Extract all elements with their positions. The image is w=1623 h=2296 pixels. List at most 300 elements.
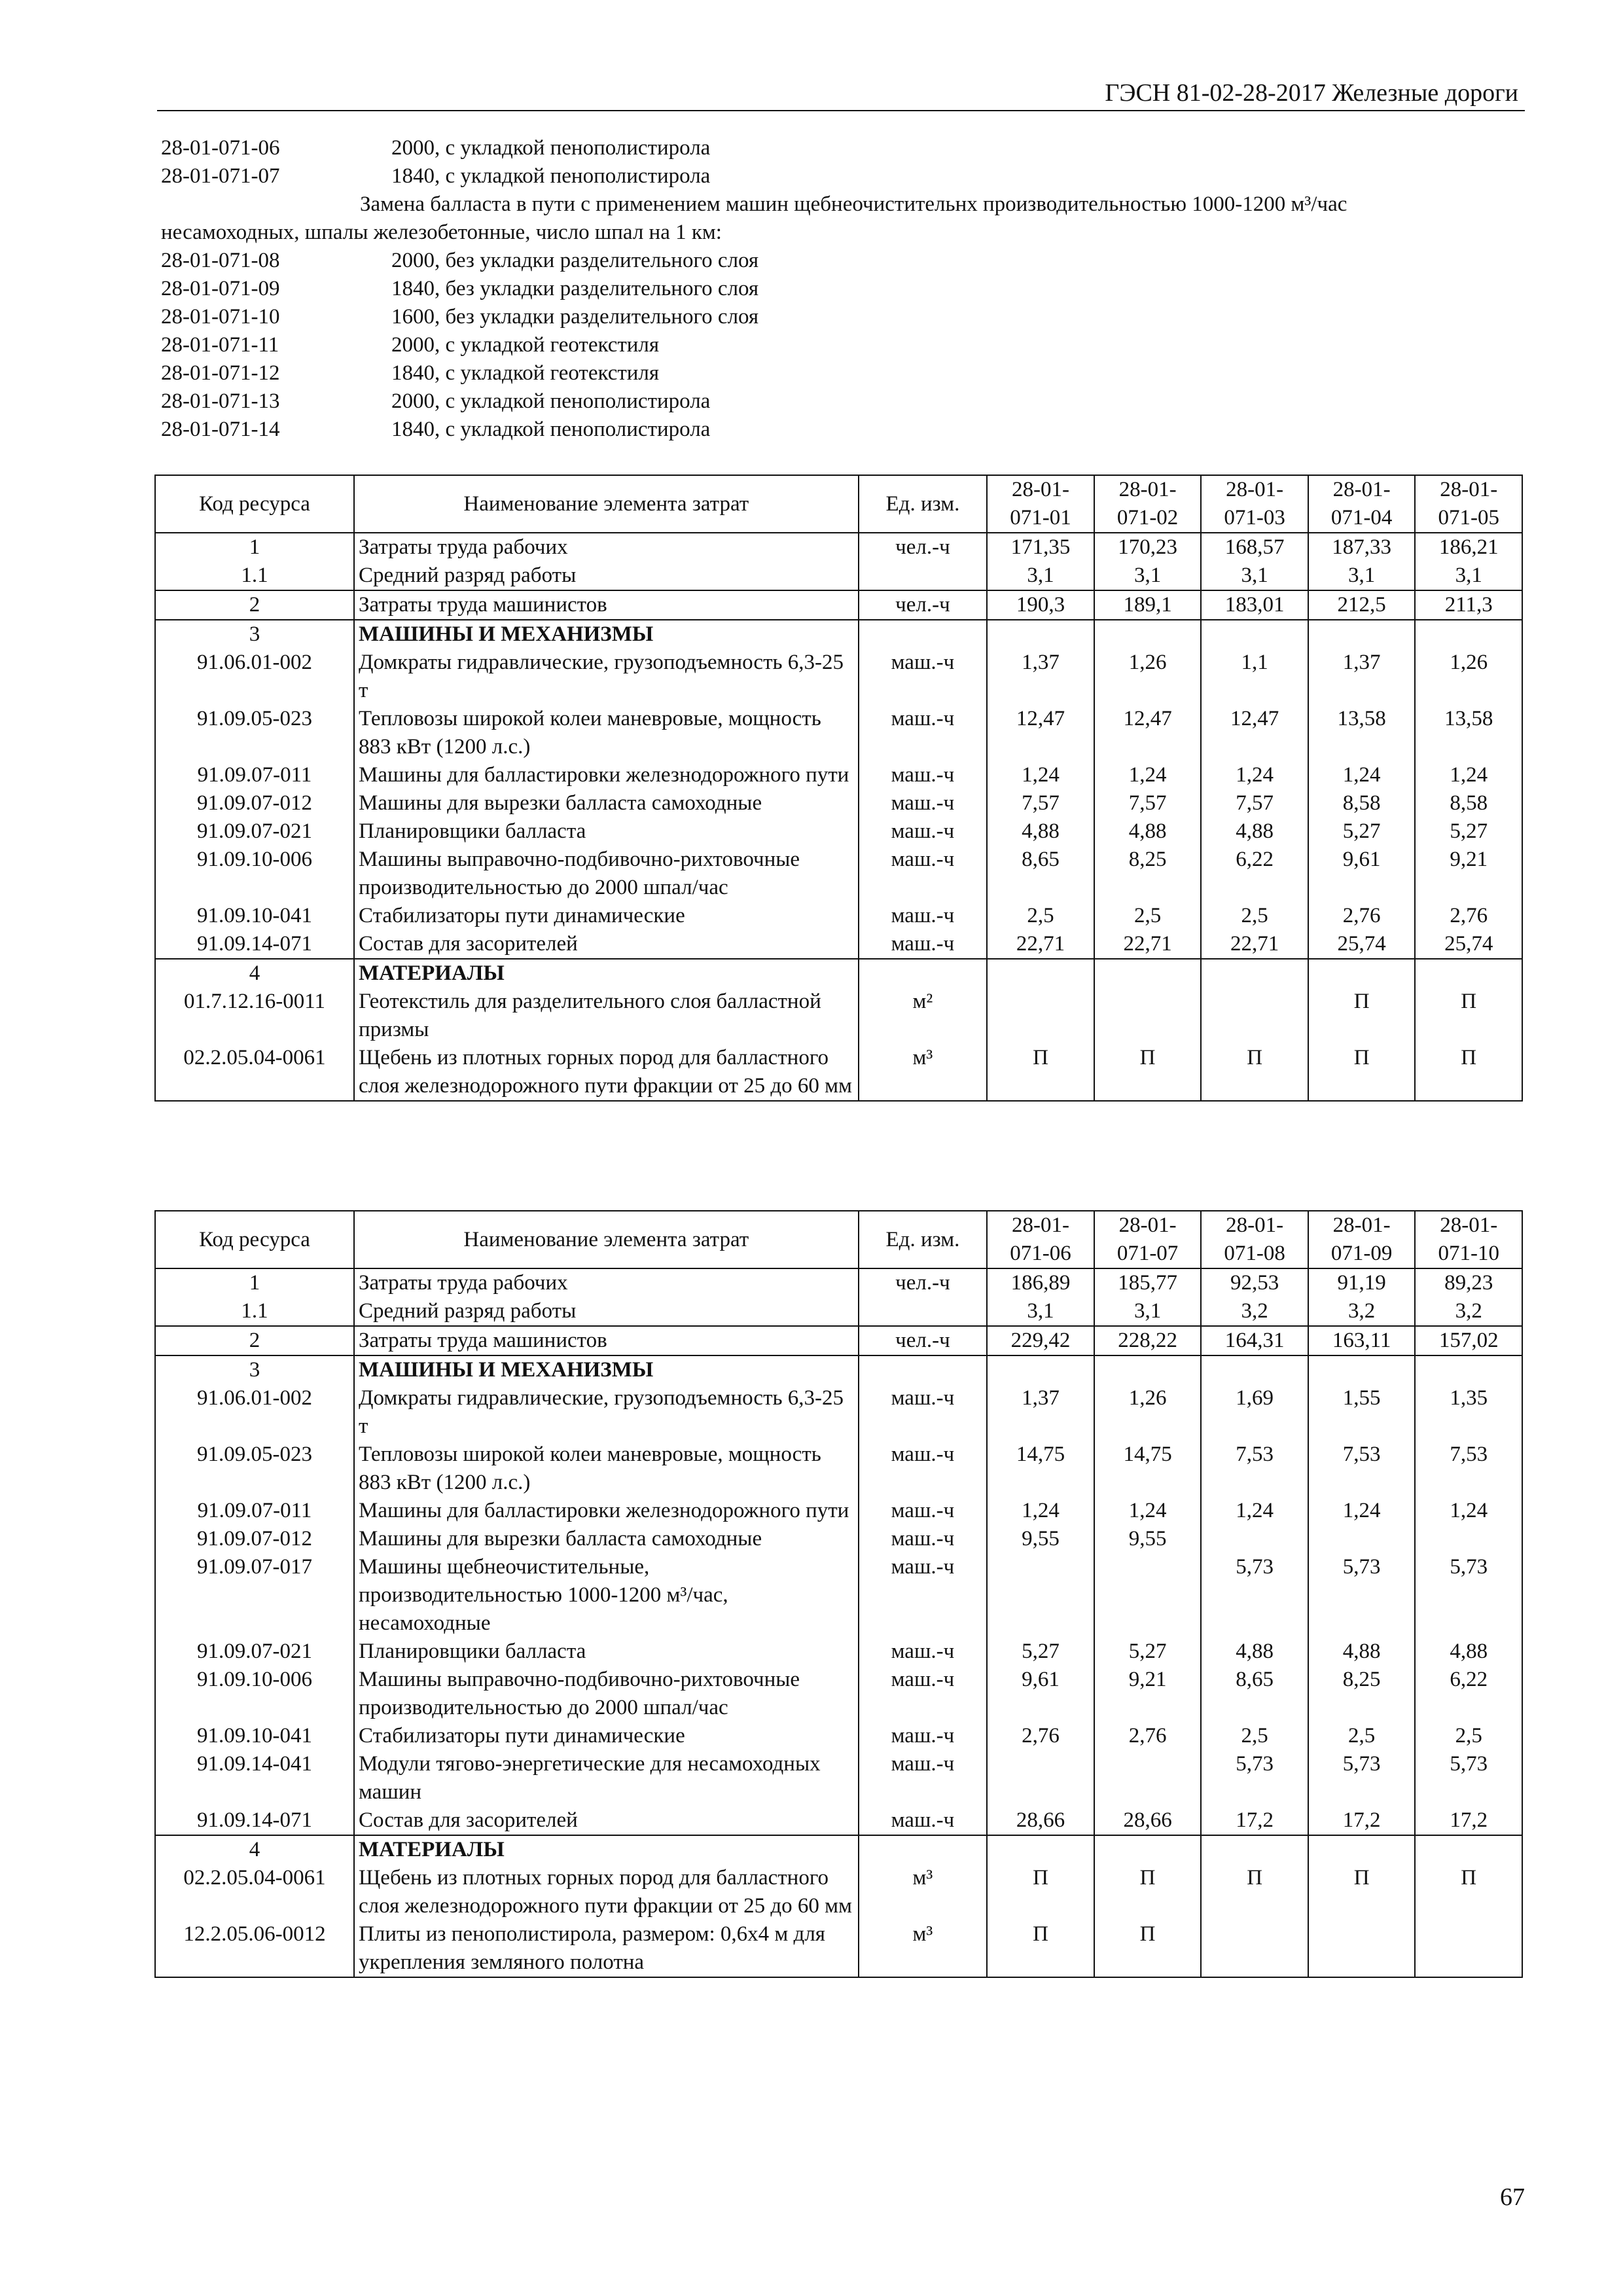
resource-value <box>1094 620 1202 649</box>
table-row <box>155 817 1522 846</box>
resource-code: 02.2.05.04-0061 <box>155 1864 354 1920</box>
resource-value: 229,42 <box>987 1326 1094 1355</box>
resource-code: 91.09.14-071 <box>155 930 354 959</box>
resource-value: 5,27 <box>987 1638 1094 1666</box>
resource-value <box>1201 1920 1308 1977</box>
resource-value: 9,61 <box>1308 846 1416 902</box>
header-norm-part: 071-05 <box>1438 506 1499 529</box>
resource-value: 5,27 <box>1415 817 1522 846</box>
resource-unit: м² <box>859 988 988 1044</box>
resource-value: П <box>1415 988 1522 1044</box>
resource-code: 2 <box>155 590 354 620</box>
page-number: 67 <box>1500 2183 1525 2211</box>
resource-value: 212,5 <box>1308 590 1416 620</box>
resource-value: 25,74 <box>1415 930 1522 959</box>
resource-code: 3 <box>155 1355 354 1384</box>
resource-value: 1,26 <box>1415 649 1522 705</box>
resource-value: 2,76 <box>1308 902 1416 930</box>
resource-value: 2,5 <box>1201 902 1308 930</box>
resource-value: 4,88 <box>1308 1638 1416 1666</box>
resource-value: 13,58 <box>1308 705 1416 761</box>
resource-value: 186,89 <box>987 1268 1094 1297</box>
resource-value: 91,19 <box>1308 1268 1416 1297</box>
table-row <box>155 761 1522 789</box>
resource-value <box>1308 959 1416 988</box>
resource-value: П <box>1094 1920 1202 1977</box>
resource-value: 190,3 <box>987 590 1094 620</box>
resource-code: 12.2.05.06-0012 <box>155 1920 354 1977</box>
resource-name: Машины для вырезки балласта самоходные <box>354 789 859 817</box>
header-unit: Ед. изм. <box>859 475 988 533</box>
resource-unit: маш.-ч <box>859 1638 988 1666</box>
header-norm-column <box>1308 475 1416 533</box>
resource-code: 91.09.05-023 <box>155 705 354 761</box>
resource-value: 1,24 <box>1308 1497 1416 1525</box>
table-row <box>155 988 1522 1044</box>
section-title: МАШИНЫ И МЕХАНИЗМЫ <box>354 620 859 649</box>
resource-name: Щебень из плотных горных пород для балластного слоя железнодорожного пути фракции от 25 до 60 мм <box>354 1044 859 1101</box>
resource-unit: м³ <box>859 1864 988 1920</box>
resource-value: 8,25 <box>1094 846 1202 902</box>
table-row <box>155 930 1522 959</box>
resource-value: 2,5 <box>987 902 1094 930</box>
header-norm-part: 28-01- <box>1332 478 1391 501</box>
resource-value <box>1308 1920 1416 1977</box>
resource-value: 5,27 <box>1094 1638 1202 1666</box>
resource-code: 1 <box>155 1268 354 1297</box>
document-title: ГЭСН 81-02-28-2017 Железные дороги <box>1105 79 1518 107</box>
resource-value: 1,24 <box>1094 761 1202 789</box>
resource-value: П <box>987 1920 1094 1977</box>
table-row <box>155 1806 1522 1835</box>
resource-value <box>987 1355 1094 1384</box>
resource-code: 91.09.05-023 <box>155 1441 354 1497</box>
header-name: Наименование элемента затрат <box>354 1211 859 1268</box>
resource-code: 1 <box>155 533 354 562</box>
resource-value <box>1094 988 1202 1044</box>
resource-unit: маш.-ч <box>859 1722 988 1750</box>
resource-value <box>1415 1355 1522 1384</box>
resource-value: П <box>1201 1864 1308 1920</box>
header-norm-column <box>1094 475 1202 533</box>
resource-value: 28,66 <box>1094 1806 1202 1835</box>
header-unit: Ед. изм. <box>859 1211 988 1268</box>
header-norm-part: 28-01- <box>1012 1213 1070 1237</box>
table-row <box>155 1750 1522 1806</box>
header-norm-column <box>1308 1211 1416 1268</box>
resource-unit: маш.-ч <box>859 902 988 930</box>
resource-value: 3,1 <box>987 562 1094 590</box>
resource-name: Машины выправочно-подбивочно-рихтовочные производительностью до 2000 шпал/час <box>354 1666 859 1722</box>
resource-value: 1,24 <box>987 1497 1094 1525</box>
resource-unit: чел.-ч <box>859 1268 988 1297</box>
resource-unit: маш.-ч <box>859 1441 988 1497</box>
resource-value: 3,1 <box>1094 1297 1202 1326</box>
header-norm-part: 071-07 <box>1116 1242 1179 1265</box>
resource-value <box>1201 959 1308 988</box>
resource-value: 1,24 <box>1201 1497 1308 1525</box>
norm-code: 28-01-071-11 <box>161 333 279 357</box>
resource-name: Щебень из плотных горных пород для балластного слоя железнодорожного пути фракции от 25 до 60 мм <box>354 1864 859 1920</box>
resource-value: 1,24 <box>1308 761 1416 789</box>
norm-code: 28-01-071-06 <box>161 136 280 160</box>
resource-value: 17,2 <box>1308 1806 1416 1835</box>
resource-value: 1,1 <box>1201 649 1308 705</box>
header-norm-part: 071-08 <box>1224 1242 1285 1265</box>
table-row <box>155 705 1522 761</box>
resource-value <box>987 1553 1094 1638</box>
table-row <box>155 1525 1522 1553</box>
norm-description: 2000, без укладки разделительного слоя <box>391 249 759 272</box>
resource-value: 163,11 <box>1308 1326 1416 1355</box>
resource-unit <box>859 1835 988 1864</box>
resource-unit: м³ <box>859 1920 988 1977</box>
resource-value <box>987 1835 1094 1864</box>
resource-value: 5,73 <box>1308 1750 1416 1806</box>
header-norm-part: 28-01- <box>1332 1213 1391 1237</box>
resource-unit: маш.-ч <box>859 817 988 846</box>
resource-code: 91.09.07-017 <box>155 1553 354 1638</box>
resource-value: 168,57 <box>1201 533 1308 562</box>
resource-value: П <box>987 1864 1094 1920</box>
resource-value: 189,1 <box>1094 590 1202 620</box>
header-norm-column <box>1415 475 1522 533</box>
resource-name: Машины для балластировки железнодорожного пути <box>354 1497 859 1525</box>
code-line <box>161 416 1535 444</box>
resource-value <box>1094 1553 1202 1638</box>
resource-unit: чел.-ч <box>859 1326 988 1355</box>
header-norm-part: 071-01 <box>1010 506 1071 529</box>
resource-unit: маш.-ч <box>859 1806 988 1835</box>
norm-code: 28-01-071-08 <box>161 249 280 272</box>
resource-value: 164,31 <box>1201 1326 1308 1355</box>
table-row <box>155 1722 1522 1750</box>
resource-value: 3,2 <box>1308 1297 1416 1326</box>
page-header <box>157 73 1525 111</box>
resource-value: П <box>1094 1864 1202 1920</box>
header-norm-part: 071-04 <box>1330 506 1393 529</box>
resource-name: Средний разряд работы <box>354 1297 859 1326</box>
resource-value: 28,66 <box>987 1806 1094 1835</box>
resource-value: 171,35 <box>987 533 1094 562</box>
resource-unit: маш.-ч <box>859 846 988 902</box>
resource-code: 91.09.10-006 <box>155 846 354 902</box>
resource-value: 2,76 <box>987 1722 1094 1750</box>
header-norm-column <box>1201 1211 1308 1268</box>
resource-value: 1,69 <box>1201 1384 1308 1441</box>
resource-value: 6,22 <box>1201 846 1308 902</box>
resource-value: 8,65 <box>987 846 1094 902</box>
resource-value: 9,21 <box>1415 846 1522 902</box>
resource-unit <box>859 1297 988 1326</box>
resource-code: 91.09.14-041 <box>155 1750 354 1806</box>
resource-value <box>1415 1525 1522 1553</box>
header-norm-column <box>987 1211 1094 1268</box>
code-line <box>161 275 1535 303</box>
table-row <box>155 1497 1522 1525</box>
resource-value: 12,47 <box>1201 705 1308 761</box>
table-header-row <box>155 475 1522 533</box>
norm-code: 28-01-071-09 <box>161 277 280 300</box>
resource-value: 8,65 <box>1201 1666 1308 1722</box>
resource-value <box>987 620 1094 649</box>
resource-value: 8,58 <box>1415 789 1522 817</box>
table-row <box>155 1835 1522 1864</box>
table-row <box>155 533 1522 562</box>
code-line <box>161 162 1535 190</box>
norm-code: 28-01-071-12 <box>161 361 280 385</box>
resource-code: 91.09.07-012 <box>155 1525 354 1553</box>
table-row <box>155 562 1522 590</box>
resource-unit: маш.-ч <box>859 761 988 789</box>
resource-name: Машины для вырезки балласта самоходные <box>354 1525 859 1553</box>
resource-value: П <box>1308 1864 1416 1920</box>
resource-value <box>987 988 1094 1044</box>
resource-value <box>1201 988 1308 1044</box>
table-row <box>155 1326 1522 1355</box>
resource-value: 9,55 <box>1094 1525 1202 1553</box>
resource-name: Плиты из пенополистирола, размером: 0,6х4 м для укрепления земляного полотна <box>354 1920 859 1977</box>
header-norm-part: 28-01- <box>1226 1213 1284 1237</box>
resource-unit: маш.-ч <box>859 649 988 705</box>
resource-name: Планировщики балласта <box>354 1638 859 1666</box>
resource-value: 4,88 <box>1415 1638 1522 1666</box>
code-line <box>161 190 1535 219</box>
resource-value: 211,3 <box>1415 590 1522 620</box>
norm-code: 28-01-071-14 <box>161 418 280 441</box>
resource-code: 91.09.10-006 <box>155 1666 354 1722</box>
resource-value: 89,23 <box>1415 1268 1522 1297</box>
table-row <box>155 1297 1522 1326</box>
resource-value <box>1308 1525 1416 1553</box>
resource-value: 2,76 <box>1415 902 1522 930</box>
resource-code: 91.09.07-011 <box>155 761 354 789</box>
resource-value <box>1308 620 1416 649</box>
resource-value: 12,47 <box>1094 705 1202 761</box>
resource-value <box>1094 1750 1202 1806</box>
table-row <box>155 1864 1522 1920</box>
resource-name: Машины выправочно-подбивочно-рихтовочные производительностью до 2000 шпал/час <box>354 846 859 902</box>
resource-value: 7,57 <box>987 789 1094 817</box>
resource-value: 3,1 <box>1094 562 1202 590</box>
resource-name: Домкраты гидравлические, грузоподъемность 6,3-25 т <box>354 1384 859 1441</box>
resource-code: 91.09.07-021 <box>155 1638 354 1666</box>
header-norm-part: 071-09 <box>1330 1242 1393 1265</box>
resource-code: 91.09.07-021 <box>155 817 354 846</box>
resource-value: П <box>1094 1044 1202 1101</box>
resource-unit <box>859 1355 988 1384</box>
header-norm-part: 28-01- <box>1118 1213 1177 1237</box>
resource-value: 3,1 <box>1201 562 1308 590</box>
resource-name: Машины для балластировки железнодорожного пути <box>354 761 859 789</box>
norm-code <box>161 190 391 219</box>
resource-value: 2,5 <box>1308 1722 1416 1750</box>
resource-value: 5,73 <box>1415 1750 1522 1806</box>
resource-code: 01.7.12.16-0011 <box>155 988 354 1044</box>
resource-value: 1,37 <box>987 1384 1094 1441</box>
header-norm-part: 28-01- <box>1226 478 1284 501</box>
resource-value <box>1201 1835 1308 1864</box>
norm-description: 1840, с укладкой пенополистирола <box>391 164 711 188</box>
norm-description: 1840, с укладкой геотекстиля <box>391 361 660 385</box>
norm-description: 2000, с укладкой пенополистирола <box>391 389 711 413</box>
resource-value: 186,21 <box>1415 533 1522 562</box>
section-title: МАТЕРИАЛЫ <box>354 1835 859 1864</box>
code-line <box>161 331 1535 359</box>
resource-value: 1,24 <box>1415 1497 1522 1525</box>
norm-description: Замена балласта в пути с применением машин щебнеочистительнх производительностью 1000-1200 м³/час <box>360 192 1347 216</box>
resource-value: 3,1 <box>987 1297 1094 1326</box>
header-code: Код ресурса <box>155 475 354 533</box>
norm-description: 1600, без укладки разделительного слоя <box>391 305 759 329</box>
resource-value: 17,2 <box>1201 1806 1308 1835</box>
resource-table-1 <box>154 475 1523 1102</box>
resource-code: 1.1 <box>155 562 354 590</box>
resource-value: 3,1 <box>1308 562 1416 590</box>
resource-value: 1,24 <box>1094 1497 1202 1525</box>
header-code: Код ресурса <box>155 1211 354 1268</box>
resource-unit <box>859 620 988 649</box>
table-row <box>155 620 1522 649</box>
resource-value: 170,23 <box>1094 533 1202 562</box>
table-row <box>155 1666 1522 1722</box>
resource-value <box>1308 1835 1416 1864</box>
resource-unit: маш.-ч <box>859 930 988 959</box>
section-title: МАШИНЫ И МЕХАНИЗМЫ <box>354 1355 859 1384</box>
resource-value: 8,58 <box>1308 789 1416 817</box>
resource-value: 1,24 <box>1201 761 1308 789</box>
resource-value: 1,55 <box>1308 1384 1416 1441</box>
resource-value: 7,53 <box>1201 1441 1308 1497</box>
resource-code: 91.09.10-041 <box>155 1722 354 1750</box>
resource-code: 91.09.07-012 <box>155 789 354 817</box>
resource-value <box>1415 620 1522 649</box>
resource-unit: маш.-ч <box>859 1666 988 1722</box>
resource-value: 22,71 <box>1094 930 1202 959</box>
table-row <box>155 1920 1522 1977</box>
resource-name: Затраты труда машинистов <box>354 590 859 620</box>
resource-code: 4 <box>155 1835 354 1864</box>
resource-value <box>1415 959 1522 988</box>
resource-name: Состав для засорителей <box>354 930 859 959</box>
norm-description: 2000, с укладкой геотекстиля <box>391 333 660 357</box>
resource-value: 4,88 <box>987 817 1094 846</box>
resource-unit: маш.-ч <box>859 1750 988 1806</box>
resource-value: 13,58 <box>1415 705 1522 761</box>
resource-name: Состав для засорителей <box>354 1806 859 1835</box>
table-row <box>155 649 1522 705</box>
resource-value: 7,53 <box>1415 1441 1522 1497</box>
resource-value: 228,22 <box>1094 1326 1202 1355</box>
resource-unit: м³ <box>859 1044 988 1101</box>
resource-value <box>1094 1835 1202 1864</box>
resource-value: 1,37 <box>1308 649 1416 705</box>
resource-value: П <box>1308 1044 1416 1101</box>
resource-name: Геотекстиль для разделительного слоя балластной призмы <box>354 988 859 1044</box>
resource-value: 5,73 <box>1201 1750 1308 1806</box>
resource-name: Планировщики балласта <box>354 817 859 846</box>
resource-value: 4,88 <box>1201 817 1308 846</box>
norm-code: 28-01-071-07 <box>161 164 280 188</box>
table-row <box>155 1553 1522 1638</box>
resource-unit: маш.-ч <box>859 1497 988 1525</box>
resource-value: 22,71 <box>987 930 1094 959</box>
header-name: Наименование элемента затрат <box>354 475 859 533</box>
header-norm-part: 071-10 <box>1438 1242 1499 1265</box>
resource-value: 14,75 <box>1094 1441 1202 1497</box>
resource-value: 7,57 <box>1094 789 1202 817</box>
resource-name: Домкраты гидравлические, грузоподъемность 6,3-25 т <box>354 649 859 705</box>
resource-value: 1,26 <box>1094 1384 1202 1441</box>
table-row <box>155 846 1522 902</box>
resource-value: 2,76 <box>1094 1722 1202 1750</box>
resource-value: 7,57 <box>1201 789 1308 817</box>
resource-value: 14,75 <box>987 1441 1094 1497</box>
table-row <box>155 590 1522 620</box>
resource-name: Тепловозы широкой колеи маневровые, мощность 883 кВт (1200 л.с.) <box>354 1441 859 1497</box>
resource-name: Затраты труда рабочих <box>354 1268 859 1297</box>
resource-value: П <box>987 1044 1094 1101</box>
resource-value: 6,22 <box>1415 1666 1522 1722</box>
resource-value: 5,73 <box>1201 1553 1308 1638</box>
resource-value: 4,88 <box>1094 817 1202 846</box>
code-line <box>161 134 1535 162</box>
code-line <box>161 247 1535 275</box>
table-row <box>155 789 1522 817</box>
header-norm-column <box>1201 475 1308 533</box>
norm-code: 28-01-071-10 <box>161 305 280 329</box>
resource-value: П <box>1415 1044 1522 1101</box>
header-norm-part: 28-01- <box>1118 478 1177 501</box>
code-line <box>161 303 1535 331</box>
table-row <box>155 902 1522 930</box>
header-norm-part: 28-01- <box>1012 478 1070 501</box>
resource-unit <box>859 959 988 988</box>
resource-value: П <box>1201 1044 1308 1101</box>
resource-value <box>987 959 1094 988</box>
header-norm-part: 28-01- <box>1440 478 1498 501</box>
header-norm-part: 071-06 <box>1010 1242 1071 1265</box>
resource-name: Стабилизаторы пути динамические <box>354 1722 859 1750</box>
norm-description: 1840, без укладки разделительного слоя <box>391 277 759 300</box>
resource-value: 9,21 <box>1094 1666 1202 1722</box>
resource-value: 3,2 <box>1201 1297 1308 1326</box>
resource-code: 3 <box>155 620 354 649</box>
resource-name: Затраты труда рабочих <box>354 533 859 562</box>
header-norm-column <box>987 475 1094 533</box>
resource-value: 5,27 <box>1308 817 1416 846</box>
resource-value: 5,73 <box>1415 1553 1522 1638</box>
resource-name: Модули тягово-энергетические для несамоходных машин <box>354 1750 859 1806</box>
resource-value: 22,71 <box>1201 930 1308 959</box>
resource-value <box>1201 620 1308 649</box>
header-norm-part: 28-01- <box>1440 1213 1498 1237</box>
resource-value: 25,74 <box>1308 930 1416 959</box>
table-row <box>155 959 1522 988</box>
resource-unit: маш.-ч <box>859 1384 988 1441</box>
norm-code: 28-01-071-13 <box>161 389 280 413</box>
table-row <box>155 1441 1522 1497</box>
table-row <box>155 1638 1522 1666</box>
resource-value: 185,77 <box>1094 1268 1202 1297</box>
resource-value: 8,25 <box>1308 1666 1416 1722</box>
section-title: МАТЕРИАЛЫ <box>354 959 859 988</box>
resource-value: 92,53 <box>1201 1268 1308 1297</box>
resource-value: П <box>1415 1864 1522 1920</box>
table-row <box>155 1355 1522 1384</box>
resource-unit <box>859 562 988 590</box>
resource-value: 1,37 <box>987 649 1094 705</box>
